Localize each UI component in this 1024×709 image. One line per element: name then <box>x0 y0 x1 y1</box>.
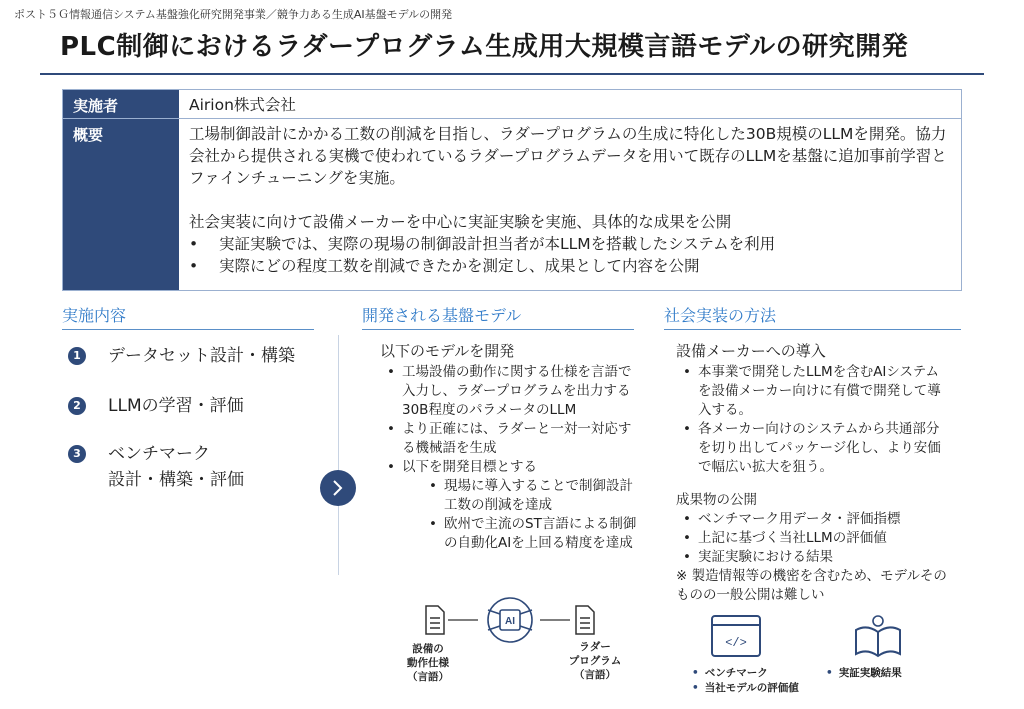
result-item: • 上記に基づく当社LLMの評価値 <box>683 530 887 546</box>
step-label: ベンチマーク <box>108 444 210 464</box>
deployment-bullet: • 各メーカー向けのシステムから共通部分を切り出してパッケージ化し、より安価で幅広い拡大を狙う。 <box>683 421 941 475</box>
info-row-company <box>63 90 961 119</box>
diagram-input-label: 設備の 動作仕様 （言語） <box>407 643 449 683</box>
summary-value <box>179 119 961 290</box>
section-header-activities: 実施内容 <box>62 303 314 330</box>
output-bullet: • 実証実験結果 <box>826 667 902 679</box>
result-item: • 実証実験における結果 <box>683 549 833 565</box>
model-description <box>380 342 638 553</box>
chevron-right-icon <box>320 470 356 506</box>
step-number: 1 <box>68 347 86 365</box>
ai-label: AI <box>505 616 515 627</box>
diagram-output-label: ラダー プログラム （言語） <box>568 641 622 681</box>
result-item: • ベンチマーク用データ・評価指標 <box>683 511 901 527</box>
model-bullet: • 工場設備の動作に関する仕様を言語で入力し、ラダープログラムを出力する30B程度のパラメータのLLM <box>387 364 632 418</box>
deployment-description <box>676 342 948 605</box>
output-bullet: • ベンチマーク <box>692 667 768 679</box>
summary-bullet: • 実証実験では、実際の現場の制御設計担当者が本LLMを搭載したシステムを利用 <box>189 235 776 253</box>
step-label: データセット設計・構築 <box>108 346 295 366</box>
summary-paragraph-2: 社会実装に向けて設備メーカーを中心に実証実験を実施、具体的な成果を公開 <box>189 213 732 231</box>
model-bullet: • より正確には、ラダーと一対一対応する機械語を生成 <box>387 421 632 456</box>
deployment-bullet: • 本事業で開発したLLMを含むAIシステムを設備メーカー向けに有償で開発して導入する。 <box>683 364 941 418</box>
activity-step-3 <box>68 441 244 493</box>
step-number: 2 <box>68 397 86 415</box>
summary-label: 概要 <box>63 119 179 290</box>
info-row-summary <box>63 119 961 290</box>
open-book-icon <box>852 614 904 660</box>
model-sub-bullet: • 現場に導入することで制御設計工数の削減を達成 <box>429 478 633 513</box>
deployment-heading: 設備メーカーへの導入 <box>676 342 826 360</box>
company-label: 実施者 <box>63 90 179 118</box>
step-number: 3 <box>68 445 86 463</box>
summary-bullet: • 実際にどの程度工数を削減できたかを測定し、成果として内容を公開 <box>189 257 700 275</box>
activity-step-2 <box>68 393 244 419</box>
project-header: ポスト５Ｇ情報通信システム基盤強化研究開発事業／競争力ある生成AI基盤モデルの開発 <box>14 8 453 21</box>
step-label: LLMの学習・評価 <box>108 396 244 416</box>
title-rule <box>40 73 984 75</box>
confidentiality-note: ※ 製造情報等の機密を含むため、モデルそのものの一般公開は難しい <box>676 568 947 603</box>
document-icon <box>576 606 594 634</box>
code-glyph: </> <box>725 636 747 650</box>
model-heading: 以下のモデルを開発 <box>380 342 515 360</box>
section-header-model: 開発される基盤モデル <box>362 303 634 330</box>
document-icon <box>426 606 444 634</box>
activity-step-1 <box>68 343 295 369</box>
step-label-line-2: 設計・構築・評価 <box>108 470 244 490</box>
section-header-deployment: 社会実装の方法 <box>664 303 961 330</box>
column-divider <box>338 335 339 575</box>
summary-paragraph: 工場制御設計にかかる工数の削減を目指し、ラダープログラムの生成に特化した30B規模のLLMを開発。協力会社から提供される実機で使われているラダープログラムデータを用いて既存のLLMを基盤に追加事前学習とファインチューニングを実施。 <box>189 125 947 187</box>
output-bullet: • 当社モデルの評価値 <box>692 682 799 694</box>
page-title: PLC制御におけるラダープログラム生成用大規模言語モデルの研究開発 <box>60 32 909 62</box>
company-value: Airion株式会社 <box>189 96 296 114</box>
info-table <box>62 89 962 291</box>
code-window-icon <box>710 614 762 660</box>
results-heading: 成果物の公開 <box>676 492 757 508</box>
model-sub-bullet: • 欧州で主流のST言語による制御の自動化AIを上回る精度を達成 <box>429 516 637 551</box>
model-bullet: • 以下を開発目標とする <box>387 459 537 475</box>
